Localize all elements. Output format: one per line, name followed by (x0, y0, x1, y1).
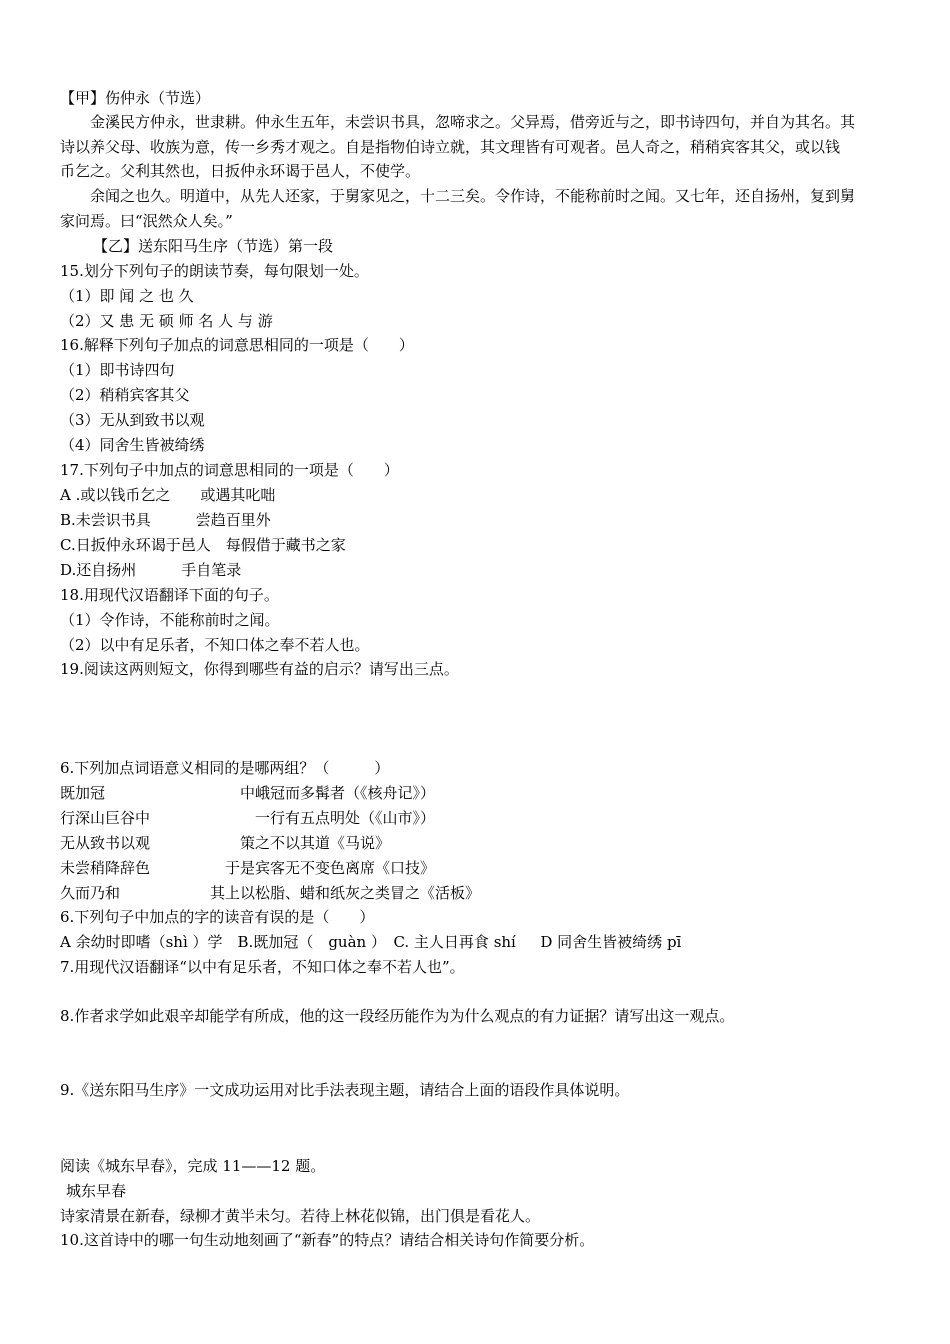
question-10: 10.这首诗中的哪一句生动地刻画了“新春”的特点？请结合相关诗句作简要分析。 (60, 1231, 595, 1249)
passage-jia-paragraph-2-line-1: 余闻之也久。明道中，从先人还家，于舅家见之，十二三矣。令作诗，不能称前时之闻。又七年，还自扬州，复到舅 (90, 187, 856, 205)
passage-jia-paragraph-2-line-2: 家问焉。曰“泯然众人矣。” (60, 212, 233, 230)
question-17: 17.下列句子中加点的词意思相同的一项是（ ） (60, 461, 399, 479)
question-17-option-d: D.还自扬州 手自笔录 (60, 561, 242, 579)
question-16-item-1: （1）即书诗四句 (60, 361, 175, 379)
question-6-pronunciation-options: A 余幼时即嗜（shì ）学 B.既加冠（ guàn ） C. 主人日再食 shí D 同舍生皆被绮绣 pī (60, 933, 682, 951)
poem-text: 诗家清景在新春，绿柳才黄半未匀。若待上林花似锦，出门俱是看花人。 (60, 1207, 541, 1225)
question-17-option-c: C.日扳仲永环谒于邑人 每假借于藏书之家 (60, 536, 346, 554)
question-6-meaning-row-1: 既加冠 中峨冠而多髯者（《核舟记》） (60, 784, 436, 802)
question-6-meaning-row-5: 久而乃和 其上以松脂、蜡和纸灰之类冒之《活板》 (60, 884, 481, 902)
passage-jia-paragraph-1-line-2: 诗以养父母、收族为意，传一乡秀才观之。自是指物伯诗立就，其文理皆有可观者。邑人奇之，稍稍宾客其父，或以钱 (60, 138, 841, 156)
question-7: 7.用现代汉语翻译“以中有足乐者，不知口体之奉不若人也”。 (60, 958, 465, 976)
question-6-pronunciation: 6.下列句子中加点的字的读音有误的是（ ） (60, 908, 375, 926)
question-16-item-2: （2）稍稍宾客其父 (60, 386, 190, 404)
question-18-item-2: （2）以中有足乐者，不知口体之奉不若人也。 (60, 636, 370, 654)
question-6-meaning-row-2: 行深山巨谷中 一行有五点明处（《山市》） (60, 809, 436, 827)
question-17-option-b: B.未尝识书具 尝趋百里外 (60, 511, 271, 529)
question-6-meaning-row-4: 未尝稍降辞色 于是宾客无不变色离席《口技》 (60, 859, 436, 877)
passage-jia-paragraph-1-line-1: 金溪民方仲永，世隶耕。仲永生五年，未尝识书具，忽啼求之。父异焉，借旁近与之，即书诗四句，并自为其名。其 (90, 113, 856, 131)
question-6-meaning: 6.下列加点词语意义相同的是哪两组？（ ） (60, 759, 390, 777)
passage-jia-title: 【甲】伤仲永（节选） (60, 89, 211, 107)
question-16: 16.解释下列句子加点的词意思相同的一项是（ ） (60, 336, 414, 354)
passage-jia-paragraph-1-line-3: 币乞之。父利其然也，日扳仲永环谒于邑人，不使学。 (60, 162, 421, 180)
question-15-item-1: （1）即 闻 之 也 久 (60, 287, 194, 305)
question-15-item-2: （2）又 患 无 硕 师 名 人 与 游 (60, 312, 273, 330)
question-18-item-1: （1）令作诗，不能称前时之闻。 (60, 611, 280, 629)
question-8: 8.作者求学如此艰辛却能学有所成，他的这一段经历能作为为什么观点的有力证据？请写出这一观点。 (60, 1007, 735, 1025)
question-15: 15.划分下列句子的朗读节奏，每句限划一处。 (60, 262, 369, 280)
poem-instruction: 阅读《城东早春》，完成 11——12 题。 (60, 1157, 326, 1175)
poem-title: 城东早春 (66, 1182, 127, 1200)
question-16-item-3: （3）无从到致书以观 (60, 411, 205, 429)
question-9: 9.《送东阳马生序》一文成功运用对比手法表现主题，请结合上面的语段作具体说明。 (60, 1081, 630, 1099)
question-6-meaning-row-3: 无从致书以观 策之不以其道《马说》 (60, 834, 391, 852)
question-19: 19.阅读这两则短文，你得到哪些有益的启示？请写出三点。 (60, 660, 459, 678)
question-17-option-a: A .或以钱币乞之 或遇其叱咄 (60, 486, 276, 504)
question-16-item-4: （4）同舍生皆被绮绣 (60, 436, 205, 454)
question-18: 18.用现代汉语翻译下面的句子。 (60, 586, 279, 604)
passage-yi-title: 【乙】送东阳马生序（节选）第一段 (93, 237, 334, 255)
